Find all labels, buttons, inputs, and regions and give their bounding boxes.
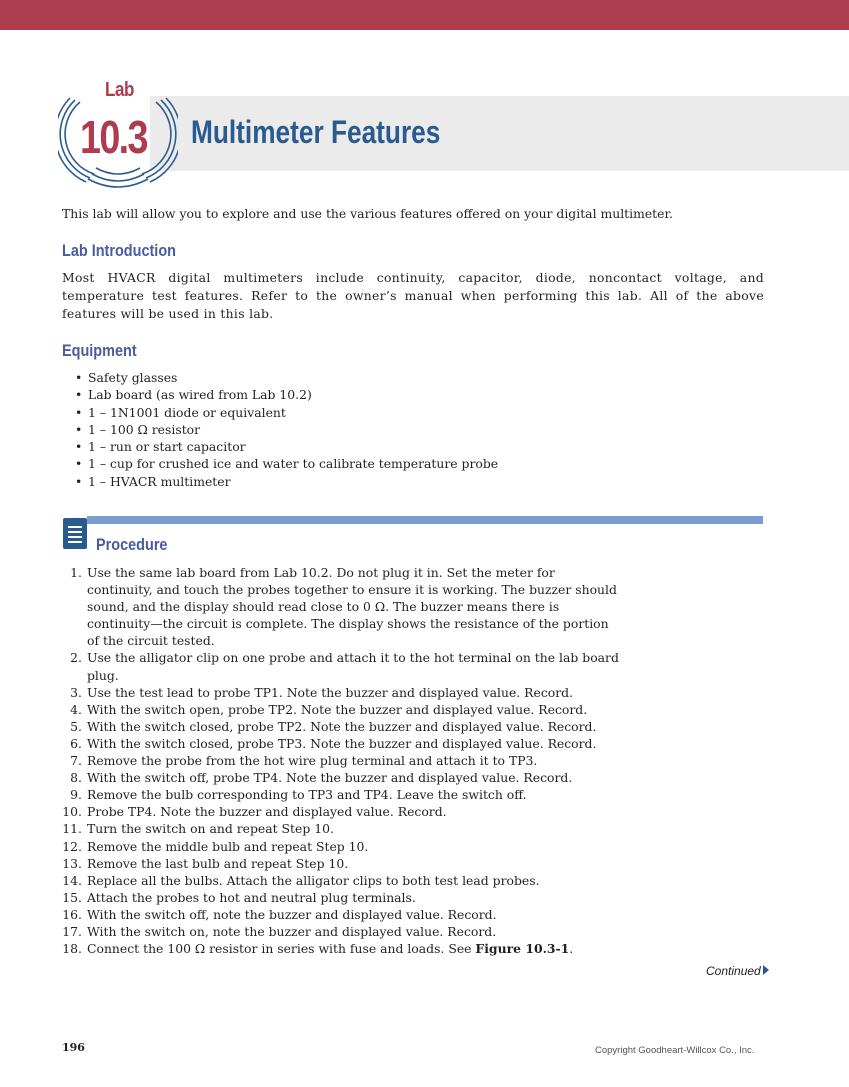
step-number: 12. (62, 838, 82, 854)
step-number: 8. (70, 770, 82, 786)
step-text: With the switch closed, probe TP3. Note the buzzer and displayed value. Record. (87, 735, 597, 751)
step-number: 18. (62, 941, 82, 957)
step-text: Remove the probe from the hot wire plug terminal and attach it to TP3. (87, 753, 538, 769)
list-item (62, 906, 622, 923)
list-item (62, 564, 622, 649)
page-number: 196 (62, 1041, 85, 1054)
equipment-heading: Equipment (62, 341, 137, 360)
lab-number: 10.3 (80, 111, 147, 163)
step-number: 10. (62, 804, 82, 820)
equipment-list (75, 369, 498, 490)
lab-introduction-text: Most HVACR digital multimeters include continuity, capacitor, diode, noncontact voltage, and temperature test features. Refer to the owner’s manual when performing this lab. All of the above features will be used in this lab. (62, 270, 764, 321)
step-text: With the switch on, note the buzzer and displayed value. Record. (87, 923, 497, 939)
step-number: 6. (70, 735, 82, 751)
step-number: 9. (70, 787, 82, 803)
step-text-end: . (569, 941, 574, 957)
step-text: Remove the middle bulb and repeat Step 10. (87, 838, 369, 854)
list-item (62, 820, 622, 837)
step-text: Use the test lead to probe TP1. Note the buzzer and displayed value. Record. (87, 684, 574, 700)
top-color-bar (0, 0, 849, 30)
step-number: 5. (70, 718, 82, 734)
lab-label: Lab (105, 79, 134, 101)
list-item (62, 701, 622, 718)
procedure-heading: Procedure (96, 535, 168, 554)
step-number: 15. (62, 889, 82, 905)
step-text: Attach the probes to hot and neutral plug terminals. (87, 889, 416, 905)
list-item (62, 855, 622, 872)
step-number: 4. (70, 701, 82, 717)
list-item (62, 923, 622, 940)
procedure-list-icon (63, 518, 87, 549)
list-item (62, 769, 622, 786)
continued-label: Continued (706, 964, 761, 978)
list-item: • 1 – 1N1001 diode or equivalent (75, 404, 498, 421)
procedure-steps (62, 564, 622, 957)
step-text: Remove the bulb corresponding to TP3 and TP4. Leave the switch off. (87, 787, 527, 803)
list-item (62, 684, 622, 701)
continued-indicator (706, 964, 769, 978)
step-number: 14. (62, 872, 82, 888)
list-item (62, 838, 622, 855)
step-number: 13. (62, 855, 82, 871)
list-item (62, 786, 622, 803)
step-text: Use the alligator clip on one probe and attach it to the hot terminal on the lab board plug. (87, 650, 619, 683)
step-text: Use the same lab board from Lab 10.2. Do not plug it in. Set the meter for continuity, and touch the probes together to ensure it is working. The buzzer should sound, and the display should read close to 0 Ω. The buzzer means there is continuity—the circuit is complete. The display shows the resistance of the portion of the circuit tested. (87, 565, 617, 649)
step-text: With the switch off, note the buzzer and displayed value. Record. (87, 906, 497, 922)
step-text: With the switch off, probe TP4. Note the buzzer and displayed value. Record. (87, 770, 573, 786)
step-text: Remove the last bulb and repeat Step 10. (87, 855, 349, 871)
lab-introduction-heading: Lab Introduction (62, 241, 176, 260)
list-item: • Safety glasses (75, 369, 498, 386)
step-text: Turn the switch on and repeat Step 10. (87, 821, 334, 837)
step-number: 7. (70, 753, 82, 769)
intro-text: This lab will allow you to explore and use the various features offered on your digital multimeter. (62, 206, 673, 221)
list-item (62, 889, 622, 906)
list-item: • Lab board (as wired from Lab 10.2) (75, 386, 498, 403)
list-item (62, 752, 622, 769)
step-number: 11. (62, 821, 82, 837)
list-item (62, 735, 622, 752)
list-item (62, 718, 622, 735)
step-number: 2. (70, 650, 82, 666)
list-item: • 1 – HVACR multimeter (75, 473, 498, 490)
procedure-divider (87, 516, 763, 524)
step-number: 3. (70, 684, 82, 700)
step-text: With the switch closed, probe TP2. Note the buzzer and displayed value. Record. (87, 718, 597, 734)
list-item: • 1 – run or start capacitor (75, 438, 498, 455)
list-item: • 1 – 100 Ω resistor (75, 421, 498, 438)
step-number: 16. (62, 906, 82, 922)
list-item (62, 649, 622, 683)
step-text: Replace all the bulbs. Attach the alligator clips to both test lead probes. (87, 872, 540, 888)
copyright: Copyright Goodheart-Willcox Co., Inc. (595, 1045, 755, 1056)
page-title: Multimeter Features (191, 114, 441, 150)
figure-reference[interactable]: Figure 10.3-1 (475, 941, 570, 957)
step-text: Connect the 100 Ω resistor in series with fuse and loads. See (87, 941, 476, 957)
step-number: 1. (70, 565, 82, 580)
triangle-right-icon (763, 965, 769, 975)
list-item (62, 940, 622, 957)
step-number: 17. (62, 923, 82, 939)
list-item (62, 803, 622, 820)
step-text: With the switch open, probe TP2. Note the buzzer and displayed value. Record. (87, 701, 588, 717)
list-item (62, 872, 622, 889)
list-item: • 1 – cup for crushed ice and water to calibrate temperature probe (75, 455, 498, 472)
step-text: Probe TP4. Note the buzzer and displayed value. Record. (87, 804, 447, 820)
